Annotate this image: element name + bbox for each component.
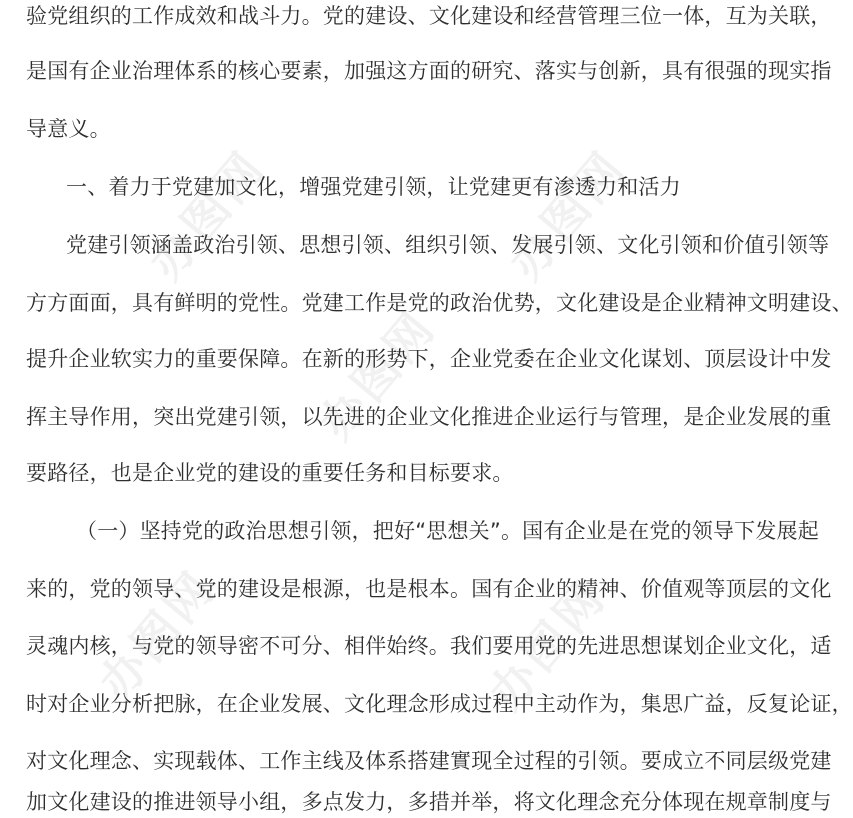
watermark: 办图网 bbox=[498, 140, 637, 290]
watermark: 办图网 bbox=[308, 300, 447, 450]
paragraph-line: 导意义。 bbox=[26, 117, 111, 141]
paragraph-line: 验党组织的工作成效和战斗力。党的建设、文化建设和经营管理三位一体，互为关联， bbox=[26, 4, 832, 28]
paragraph-line: 是国有企业治理体系的核心要素，加强这方面的研究、落实与创新，具有很强的现实指 bbox=[26, 59, 832, 83]
subsection-heading: （一）坚持党的政治思想引领，把好“思想关”。国有企业是在党的领导下发展起 bbox=[76, 519, 819, 543]
paragraph-line: 方方面面，具有鲜明的党性。党建工作是党的政治优势，文化建设是企业精神文明建设、 bbox=[26, 291, 853, 315]
watermark: 办图网 bbox=[138, 140, 277, 290]
paragraph-line: 灵魂内核，与党的领导密不可分、相伴始终。我们要用党的先进思想谋划企业文化，适 bbox=[26, 634, 832, 658]
paragraph-line: 要路径，也是企业党的建设的重要任务和目标要求。 bbox=[26, 461, 514, 485]
paragraph-line: 挥主导作用，突出党建引领，以先进的企业文化推进企业运行与管理，是企业发展的重 bbox=[26, 405, 832, 429]
paragraph-line: 时对企业分析把脉，在企业发展、文化理念形成过程中主动作为，集思广益，反复论证， bbox=[26, 692, 853, 716]
paragraph-line: 来的，党的领导、党的建设是根源，也是根本。国有企业的精神、价值观等顶层的文化 bbox=[26, 577, 832, 601]
watermark: 办图网 bbox=[88, 560, 227, 710]
watermark: 办图网 bbox=[478, 570, 617, 720]
section-heading: 一、着力于党建加文化，增强党建引领，让党建更有渗透力和活力 bbox=[66, 175, 681, 199]
paragraph-line: 加文化建设的推进领导小组，多点发力，多措并举，将文化理念充分体现在规章制度与 bbox=[26, 790, 832, 814]
paragraph-line: 对文化理念、实现载体、工作主线及体系搭建實现全过程的引领。要成立不同层级党建 bbox=[26, 749, 832, 773]
paragraph-line: 提升企业软实力的重要保障。在新的形势下，企业党委在企业文化谋划、顶层设计中发 bbox=[26, 347, 832, 371]
paragraph-line: 党建引领涵盖政治引领、思想引领、组织引领、发展引领、文化引领和价值引领等 bbox=[66, 233, 830, 257]
